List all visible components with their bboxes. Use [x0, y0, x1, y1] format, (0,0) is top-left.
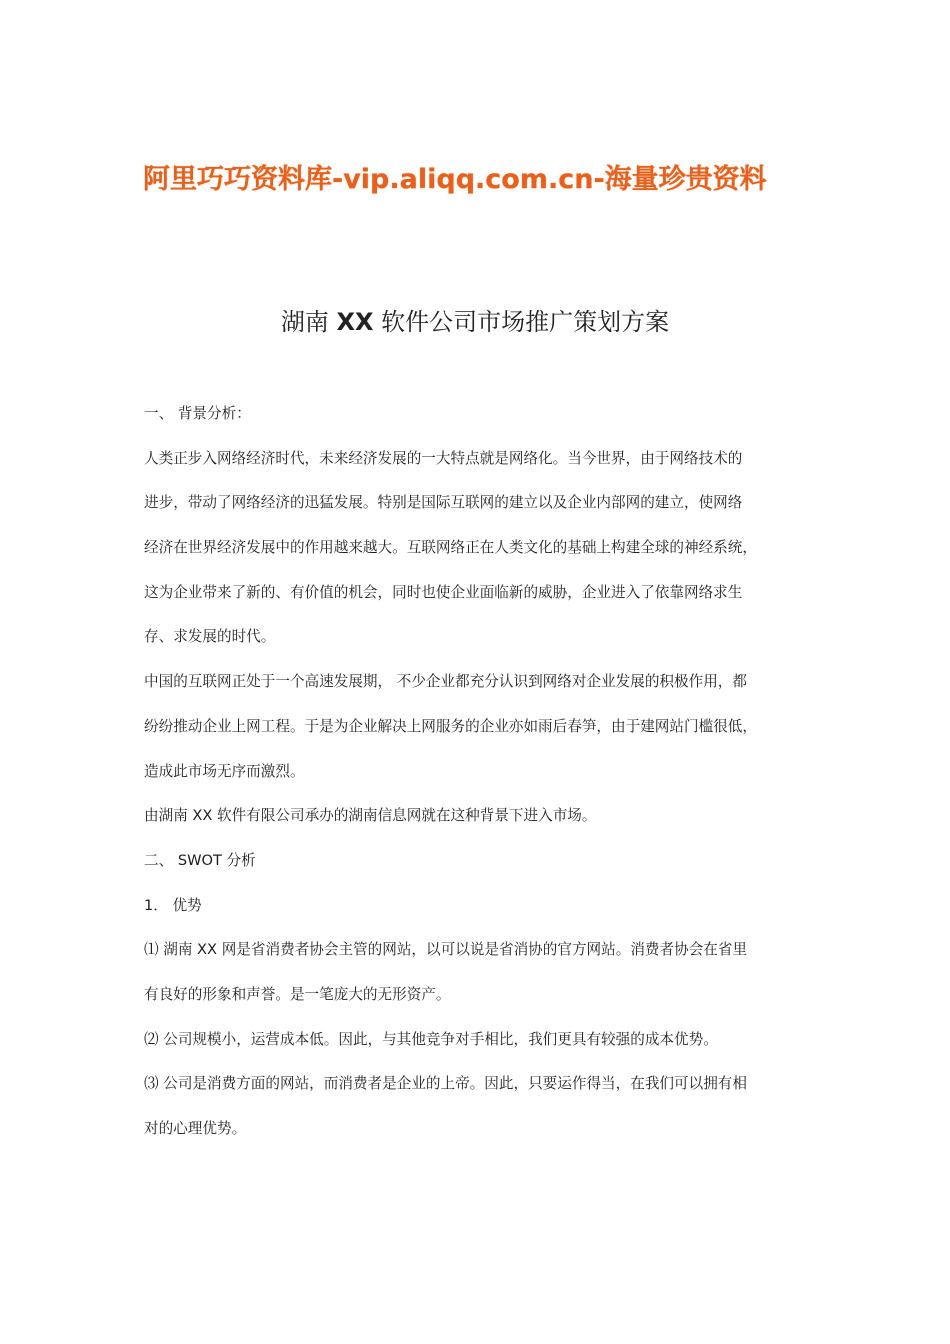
- document-body: [144, 392, 824, 1152]
- list-item-line: ⑶ 公司是消费方面的网站，而消费者是企业的上帝。因此，只要运作得当，在我们可以拥有相: [144, 1075, 747, 1093]
- title-suffix: 软件公司市场推广策划方案: [373, 308, 670, 336]
- list-item-line: ⑵ 公司规模小，运营成本低。因此，与其他竞争对手相比，我们更具有较强的成本优势。: [144, 1030, 718, 1048]
- section-heading-swot: 二、 SWOT 分析: [144, 851, 256, 869]
- paragraph-line: 人类正步入网络经济时代，未来经济发展的一大特点就是网络化。当今世界，由于网络技术的: [144, 449, 743, 467]
- list-item-line: 对的心理优势。: [144, 1120, 247, 1137]
- paragraph-line: 存、求发展的时代。: [144, 628, 276, 646]
- paragraph-line: 经济在世界经济发展中的作用越来越大。互联网络正在人类文化的基础上构建全球的神经系统，: [144, 539, 757, 557]
- document-title: [0, 302, 950, 342]
- list-item-line: 有良好的形象和声誉。是一笔庞大的无形资产。: [144, 985, 451, 1003]
- paragraph-line: 中国的互联网正处于一个高速发展期， 不少企业都充分认识到网络对企业发展的积极作用，都: [144, 673, 747, 691]
- title-bold: XX: [336, 308, 374, 336]
- paragraph-line: 由湖南 XX 软件有限公司承办的湖南信息网就在这种背景下进入市场。: [144, 807, 597, 825]
- list-item-line: ⑴ 湖南 XX 网是省消费者协会主管的网站，以可以说是省消协的官方网站。消费者协会在省里: [144, 941, 748, 959]
- paragraph-line: 造成此市场无序而激烈。: [144, 762, 305, 780]
- paragraph-line: 纷纷推动企业上网工程。于是为企业解决上网服务的企业亦如雨后春笋，由于建网站门槛很低，: [144, 717, 757, 735]
- subsection-heading-strengths: 1． 优势: [144, 896, 202, 914]
- paragraph-line: 这为企业带来了新的、有价值的机会，同时也使企业面临新的威胁，企业进入了依靠网络求生: [144, 583, 743, 601]
- section-heading-background: 一、 背景分析：: [144, 405, 251, 422]
- title-prefix: 湖南: [280, 308, 337, 336]
- paragraph-line: 进步，带动了网络经济的迅猛发展。特别是国际互联网的建立以及企业内部网的建立，使网络: [144, 494, 743, 512]
- watermark-banner: 阿里巧巧资料库-vip.aliqq.com.cn-海量珍贵资料: [143, 164, 767, 195]
